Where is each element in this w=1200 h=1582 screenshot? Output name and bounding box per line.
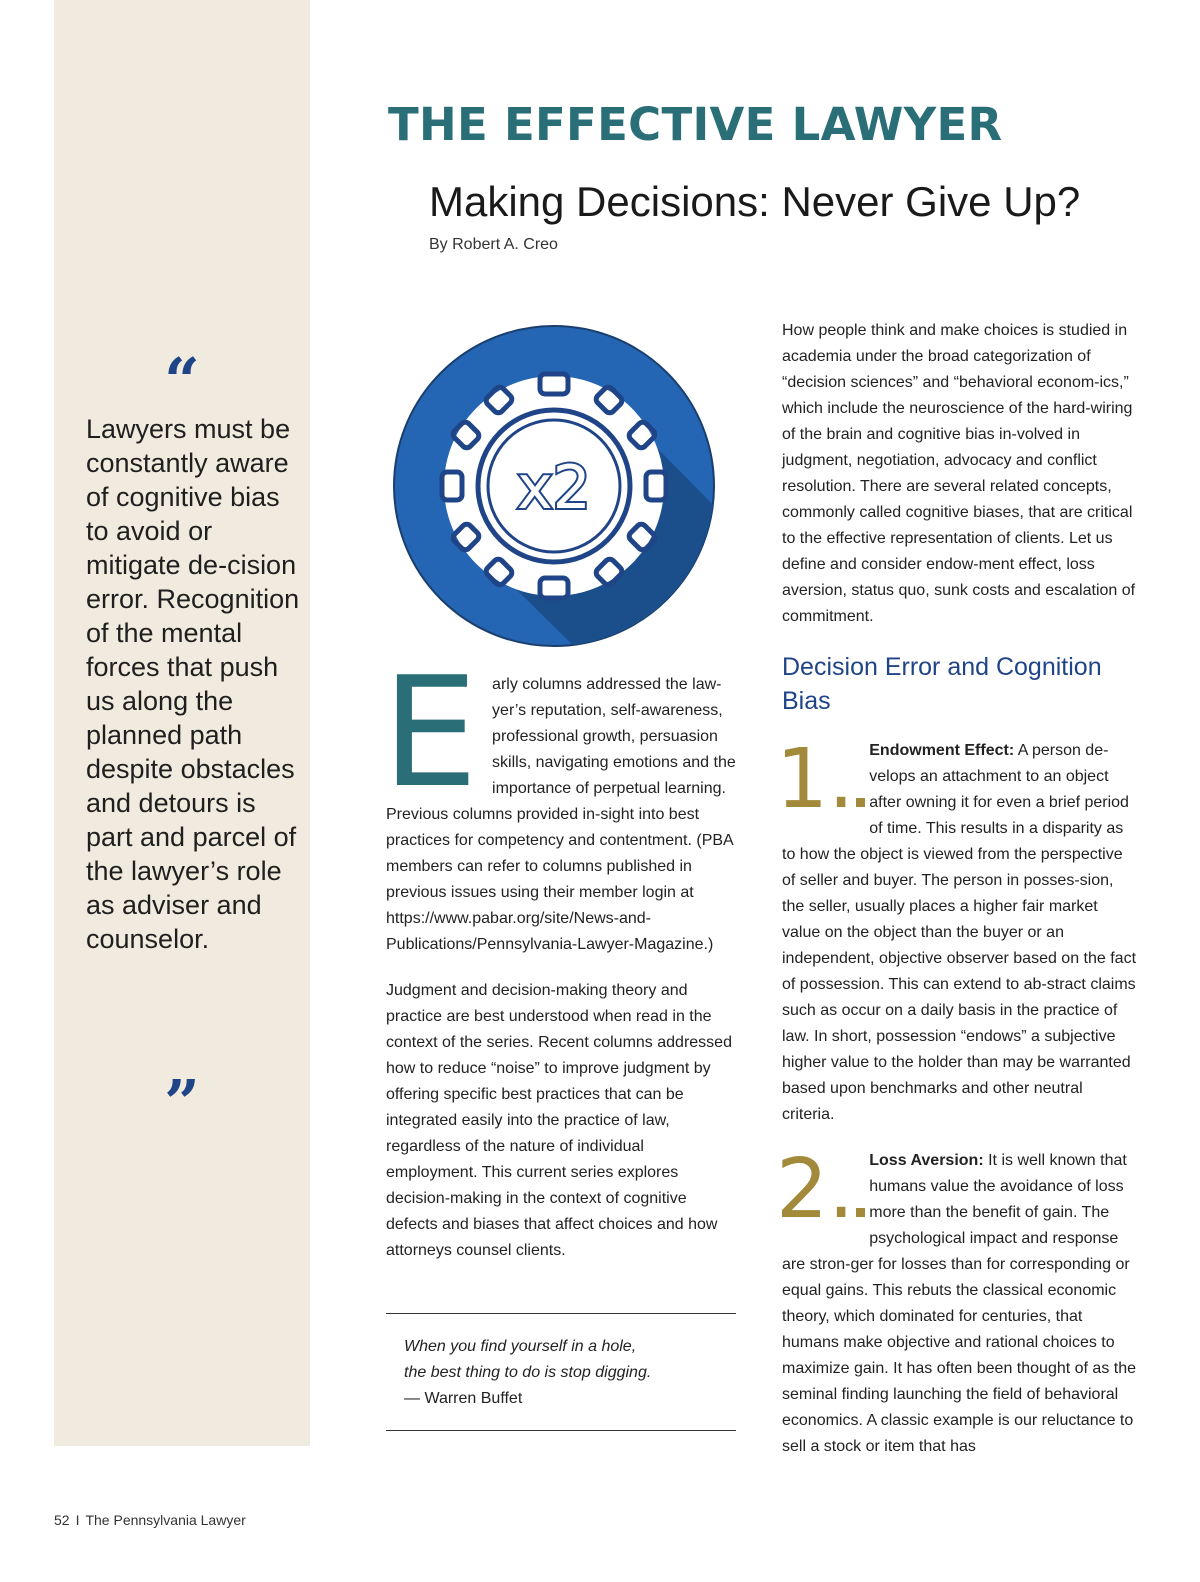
right-column	[776, 318, 1138, 1460]
section-title: THE EFFECTIVE LAWYER	[388, 98, 1003, 151]
item-term: Loss Aversion:	[869, 1152, 984, 1169]
intro-paragraph	[382, 644, 736, 958]
right-intro-paragraph: How people think and make choices is studied in academia under the broad categorization of “decision sciences” and “behavioral econom-ics,” which include the neuroscience of the hard-wiring of the brain and cognitive bias in-volved in judgment, negotiation, advocacy and conflict resolution. There are several related concepts, commonly called cognitive biases, that are critical to the effective representation of clients. Let us define and consider endow-ment effect, loss aversion, status quo, sunk costs and escalation of commitment.	[782, 322, 1136, 625]
footer-separator: I	[75, 1512, 80, 1528]
left-column	[382, 644, 736, 1264]
item-text: It is well known that humans value the avoidance of loss more than the benefit of gain. The psychological impact and response are stron-ger for losses than for corresponding or equal gains. This rebuts the classical economic theory, which dominated for centuries, that humans make objective and rational choices to maximize gain. It has often been thought of as the seminal finding launching the field of behavioral economics. A classic example is our reluctance to sell a stock or item that has	[782, 1152, 1136, 1455]
epigraph-line-2: the best thing to do is stop digging.	[404, 1364, 652, 1381]
drop-cap: E	[382, 644, 479, 821]
page-number: 52	[54, 1512, 70, 1528]
item-term: Endowment Effect:	[869, 742, 1015, 759]
article-headline: Making Decisions: Never Give Up?	[429, 178, 1081, 225]
series-paragraph: Judgment and decision-making theory and practice are best understood when read in the context of the series. Recent columns addressed how to reduce “noise” to improve judgment by offering specific best practices that can be integrated easily into the practice of law, regardless of the nature of individual employment. This current series explores decision-making in the context of cognitive defects and biases that affect choices and how attorneys counsel clients.	[386, 982, 732, 1259]
page-footer	[54, 1512, 246, 1528]
intro-text: arly columns addressed the law-yer’s reputation, self-awareness, professional growth, persuasion skills, navigating emotions and the importance of perpetual learning. Previous columns provided in-sight into best practices for competency and contentment. (PBA members can refer to columns published in previous issues using their member login at https://www.pabar.org/site/News-and-Publications/Pennsylvania-Lawyer-Magazine.)	[386, 676, 736, 953]
list-item	[776, 732, 1138, 1128]
item-number: 1.	[776, 742, 865, 818]
close-quote-mark: ”	[164, 1066, 200, 1139]
subhead: Decision Error and Cognition Bias	[782, 653, 1102, 715]
pull-quote-sidebar	[54, 0, 310, 1446]
item-number: 2.	[776, 1152, 865, 1228]
epigraph-line-1: When you find yourself in a hole,	[404, 1338, 637, 1355]
open-quote-mark: “	[164, 344, 200, 417]
epigraph-attribution: — Warren Buffet	[404, 1390, 523, 1407]
casino-chip-x2-icon	[392, 324, 716, 648]
chip-label: x2	[517, 453, 591, 523]
list-item	[776, 1142, 1138, 1460]
epigraph	[386, 1313, 736, 1431]
item-text: A person de-velops an attachment to an object after owning it for even a brief period of time. This results in a disparity as to how the object is viewed from the perspective of seller and buyer. The person in posses-sion, the seller, usually places a higher fair market value on the object than the buyer or an independent, objective observer based on the fact of possession. This can extend to ab-stract claims such as occur on a daily basis in the practice of law. In short, possession “endows” a subjective higher value to the holder than may be warranted based upon benchmarks and other neutral criteria.	[782, 742, 1137, 1123]
byline: By Robert A. Creo	[429, 236, 558, 253]
publication-name: The Pennsylvania Lawyer	[85, 1512, 246, 1528]
pull-quote: Lawyers must be constantly aware of cognitive bias to avoid or mitigate de-cision error. Recognition of the mental forces that push us along the planned path despite obstacles and detours is part and parcel of the lawyer’s role as adviser and counselor.	[86, 414, 300, 954]
